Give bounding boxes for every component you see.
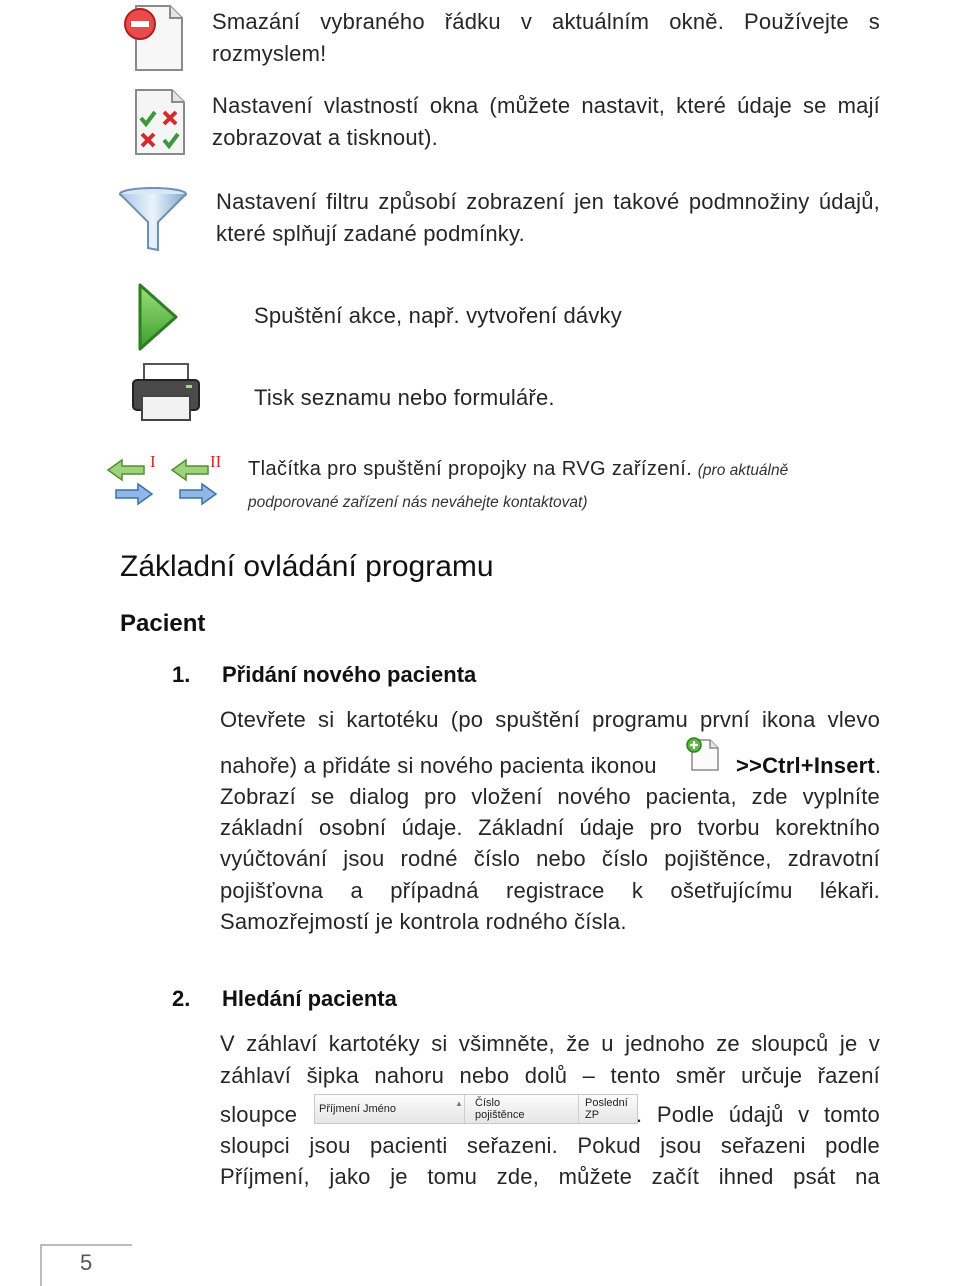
header-col-last-zp[interactable] — [581, 1095, 637, 1123]
filter-icon — [118, 186, 188, 252]
row-rvg-text — [248, 454, 880, 518]
item-2-word: sloupce — [220, 1102, 298, 1127]
column-header-strip — [314, 1094, 638, 1124]
item-2-title: Hledání pacienta — [222, 986, 397, 1011]
item-1-number: 1. — [172, 662, 191, 687]
item-1-line1: Otevřete si kartotéku (po spuštění programu první ikona vlevo — [220, 707, 880, 732]
subsection-title: Pacient — [120, 610, 206, 637]
rvg-note: (pro aktuálně podporované zařízení nás neváhejte kontaktovat) — [248, 462, 789, 511]
row-settings-text: Nastavení vlastností okna (můžete nastavit, které údaje se mají zobrazovat a tisknout). — [212, 93, 880, 150]
shortcut-text: >>Ctrl+Insert — [736, 753, 875, 778]
row-delete-text: Smazání vybraného řádku v aktuálním okně. Používejte s rozmyslem! — [212, 9, 880, 66]
rvg-label-1: I — [150, 452, 156, 471]
item-1-title: Přidání nového pacienta — [222, 662, 477, 687]
header-col-insurance-line2: pojištěnce — [475, 1109, 525, 1121]
sort-up-arrow-icon: ▲ — [455, 1099, 463, 1108]
section-title: Základní ovládání programu — [120, 550, 494, 583]
window-settings-icon — [134, 88, 186, 156]
rvg-label-2: II — [210, 452, 222, 471]
item-2-paragraph: sloupci jsou pacienti seřazeni. Pokud jsou seřazeni podle Příjmení, jako je tomu zde, můžete začít ihned psát na — [220, 1133, 880, 1190]
header-col-insurance-line1: Číslo — [475, 1097, 501, 1109]
rvg-main-text: Tlačítka pro spuštění propojky na RVG zařízení. — [248, 458, 693, 480]
add-patient-icon[interactable] — [686, 736, 720, 772]
printer-icon — [130, 362, 202, 422]
row-print-text: Tisk seznamu nebo formuláře. — [254, 385, 555, 410]
play-icon — [136, 282, 180, 352]
item-2-line1: V záhlaví kartotéky si všimněte, že u jednoho ze sloupců je v záhlaví šipka nahoru nebo dolů – tento směr určuje řazení — [220, 1031, 880, 1088]
shortcut-period: . — [874, 753, 882, 778]
header-col-last-zp-line2: ZP — [585, 1109, 600, 1121]
item-2-number: 2. — [172, 986, 191, 1011]
item-1-shortcut-line — [736, 750, 881, 782]
item-2-after-strip: . Podle údajů v tomto — [636, 1102, 880, 1127]
page-number: 5 — [80, 1250, 93, 1275]
row-filter-text: Nastavení filtru způsobí zobrazení jen takové podmnožiny údajů, které splňují zadané podmínky. — [216, 189, 880, 246]
item-1-line2: nahoře) a přidáte si nového pacienta ikonou — [220, 753, 657, 778]
header-col-last-zp-line1: Poslední — [585, 1097, 628, 1109]
header-col-surname-label: Příjmení Jméno — [319, 1103, 397, 1115]
row-play-text: Spuštění akce, např. vytvoření dávky — [254, 303, 622, 328]
header-col-insurance-number[interactable] — [471, 1095, 579, 1123]
rvg-link-icon-1[interactable] — [106, 454, 166, 508]
header-col-surname[interactable] — [315, 1095, 465, 1123]
item-1-paragraph: Zobrazí se dialog pro vložení nového pacienta, zde vyplníte základní osobní údaje. Základní údaje pro tvorbu korektního vyúčtování jsou rodné číslo nebo číslo pojištěnce, zdravotní pojišťovna a případná registrace k ošetřujícímu lékaři. Samozřejmostí je kontrola rodného čísla. — [220, 784, 880, 934]
document-delete-icon — [122, 4, 186, 72]
